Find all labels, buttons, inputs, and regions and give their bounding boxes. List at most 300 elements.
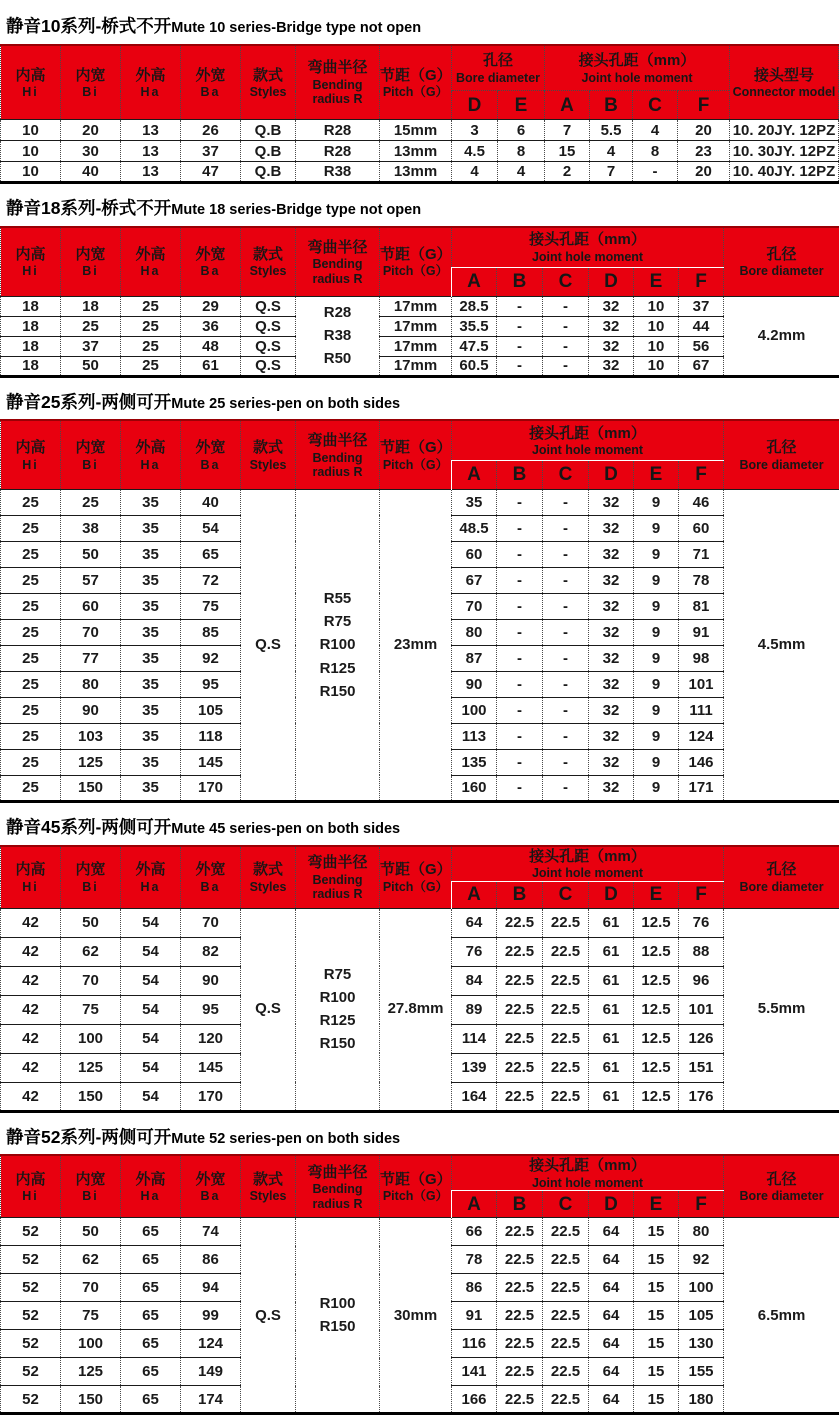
table-cell: - [543,541,589,567]
subcolumn-header-f: F [679,267,724,296]
column-header-bore-diameter: 孔径 Bore diameter [724,227,839,296]
table-cell: 20 [61,120,121,141]
column-header-bending-radius: 弯曲半径 Bending radius R [296,846,380,908]
subcolumn-header-f: F [678,91,730,120]
table-cell: 95 [181,671,241,697]
table-cell: 15 [634,1302,679,1330]
table-cell: 80 [452,619,497,645]
table-cell: 75 [61,1302,121,1330]
table-cell: - [543,489,589,515]
table-cell: 65 [121,1302,181,1330]
table-cell: - [497,336,543,356]
table-cell: - [497,356,543,376]
table-cell: 114 [452,1024,497,1053]
table-cell: 18 [1,316,61,336]
table-cell: 9 [634,723,679,749]
table-cell: 116 [452,1330,497,1358]
table-title-zh: 静音18系列-桥式不开 [6,198,171,218]
table-cell: 124 [679,723,724,749]
table-cell: 26 [181,120,241,141]
table-cell: 67 [679,356,724,376]
column-header-bending-radius: 弯曲半径 Bending radius R [296,45,380,120]
table-row [1,336,839,356]
subcolumn-header-d: D [589,460,634,489]
table-cell: 155 [679,1358,724,1386]
table-cell: 60.5 [452,356,497,376]
table-cell: 10 [634,296,679,316]
subcolumn-header-f: F [679,460,724,489]
table-cell: 52 [1,1302,61,1330]
table-cell: 10. 20JY. 12PZ [730,120,839,141]
table-cell: 12.5 [634,908,679,937]
table-cell: 75 [181,593,241,619]
table-cell: - [497,775,543,801]
table-row [1,120,839,141]
table-cell: 22.5 [497,1024,543,1053]
table-cell: - [497,296,543,316]
subcolumn-header-b: B [497,460,543,489]
table-title-zh: 静音45系列-两侧可开 [6,817,171,837]
table-cell: 15 [634,1218,679,1246]
subcolumn-header-c: C [633,91,678,120]
column-header-bore-diameter: 孔径 Bore diameter [724,420,839,489]
table-cell: 18 [1,296,61,316]
table-cell: - [543,723,589,749]
column-header-ha: 外高 Ha [121,227,181,296]
table-cell: 10 [634,356,679,376]
table-row [1,489,839,515]
table-cell: 57 [61,567,121,593]
subcolumn-header-d: D [452,91,498,120]
table-cell: 146 [679,749,724,775]
table-cell: 15 [634,1246,679,1274]
table-title-en: Mute 25 series-pen on both sides [171,396,400,412]
table-cell: 40 [181,489,241,515]
series-mute45 [0,812,839,1113]
table-cell: 38 [61,515,121,541]
column-header-bore-diameter: 孔径 Bore diameter [724,846,839,908]
table-cell: 46 [679,489,724,515]
table-cell: 32 [589,336,634,356]
series-mute18 [0,193,839,377]
table-cell: 25 [1,567,61,593]
column-header-ha: 外高 Ha [121,1155,181,1217]
table-cell: 22.5 [497,1218,543,1246]
radius-merged-cell: R28 R38 R50 [296,296,380,376]
table-cell: 101 [679,995,724,1024]
subcolumn-header-a: A [452,460,497,489]
table-cell: 17mm [380,296,452,316]
table-cell: 15 [634,1274,679,1302]
table-cell: 60 [679,515,724,541]
table-cell: 76 [452,937,497,966]
table-cell: 10 [1,120,61,141]
table-cell: 118 [181,723,241,749]
table-cell: 22.5 [497,1082,543,1111]
table-cell: R28 [296,141,380,162]
table-cell: 176 [679,1082,724,1111]
table-cell: 64 [589,1218,634,1246]
table-title-en: Mute 18 series-Bridge type not open [171,202,421,218]
table-cell: 9 [634,541,679,567]
table-cell: 44 [679,316,724,336]
table-title-zh: 静音52系列-两侧可开 [6,1127,171,1147]
table-cell: 52 [1,1274,61,1302]
subcolumn-header-a: A [452,267,497,296]
table-cell: 170 [181,1082,241,1111]
table-cell: 61 [589,937,634,966]
table-cell: 151 [679,1053,724,1082]
table-cell: 70 [61,966,121,995]
table-cell: 90 [181,966,241,995]
table-cell: 61 [589,966,634,995]
table-cell: 78 [679,567,724,593]
table-cell: 8 [633,141,678,162]
table-cell: 65 [181,541,241,567]
table-cell: 12.5 [634,937,679,966]
table-cell: 100 [61,1024,121,1053]
table-cell: - [497,723,543,749]
table-cell: 65 [121,1274,181,1302]
table-title-en: Mute 45 series-pen on both sides [171,821,400,837]
bore-merged-cell: 6.5mm [724,1218,839,1414]
table-cell: 64 [589,1246,634,1274]
table-cell: 85 [181,619,241,645]
table-cell: 9 [634,489,679,515]
table-cell: 145 [181,1053,241,1082]
table-cell: 35 [121,515,181,541]
column-header-ba: 外宽 Ba [181,45,241,120]
table-cell: 54 [121,966,181,995]
table-cell: 52 [1,1358,61,1386]
table-cell: 22.5 [497,1330,543,1358]
table-cell: 54 [121,995,181,1024]
table-title [6,1122,839,1151]
table-cell: 54 [121,937,181,966]
subcolumn-header-f: F [679,881,724,908]
pitch-merged-cell: 27.8mm [380,908,452,1111]
table-cell: 150 [61,775,121,801]
bore-merged-cell: 4.2mm [724,296,839,376]
table-cell: 60 [452,541,497,567]
table-cell: 91 [679,619,724,645]
subcolumn-header-b: B [497,1191,543,1218]
table-cell: 25 [1,723,61,749]
table-cell: - [543,749,589,775]
table-cell: 67 [452,567,497,593]
table-cell: 91 [452,1302,497,1330]
table-cell: 75 [61,995,121,1024]
table-cell: 47 [181,162,241,183]
table-cell: 32 [589,515,634,541]
table-cell: - [497,489,543,515]
table-cell: 77 [61,645,121,671]
table-cell: 12.5 [634,1024,679,1053]
table-cell: 149 [181,1358,241,1386]
table-cell: 22.5 [543,1274,589,1302]
table-cell: 23 [678,141,730,162]
subcolumn-header-d: D [589,1191,634,1218]
table-cell: 35 [121,645,181,671]
table-cell: 9 [634,775,679,801]
table-cell: 61 [589,1024,634,1053]
column-header-bending-radius: 弯曲半径 Bending radius R [296,1155,380,1217]
subcolumn-header-a: A [452,1191,497,1218]
subcolumn-header-e: E [634,1191,679,1218]
table-cell: 52 [1,1386,61,1414]
table-cell: 25 [1,489,61,515]
column-header-ba: 外宽 Ba [181,846,241,908]
table-cell: 35 [121,775,181,801]
table-cell: 2 [545,162,590,183]
table-cell: 96 [679,966,724,995]
subcolumn-header-c: C [543,267,589,296]
spec-table-mute52 [0,1154,839,1415]
table-cell: 50 [61,908,121,937]
series-mute10 [0,11,839,184]
table-cell: 42 [1,1053,61,1082]
group-header-joint-hole-moment: 接头孔距（mm） Joint hole moment [452,846,724,881]
column-header-bi: 内宽 Bi [61,1155,121,1217]
column-header-bi: 内宽 Bi [61,45,121,120]
table-cell: 15 [634,1358,679,1386]
subcolumn-header-e: E [634,460,679,489]
table-cell: 35 [121,749,181,775]
table-cell: 126 [679,1024,724,1053]
table-cell: 22.5 [497,966,543,995]
column-header-pitch: 节距（G） Pitch（G） [380,1155,452,1217]
table-cell: 74 [181,1218,241,1246]
table-cell: 64 [452,908,497,937]
table-cell: 64 [589,1274,634,1302]
table-cell: 25 [1,515,61,541]
table-cell: 52 [1,1246,61,1274]
radius-merged-cell: R100 R150 [296,1218,380,1414]
table-cell: - [543,671,589,697]
styles-merged-cell: Q.S [241,908,296,1111]
table-cell: 22.5 [497,1386,543,1414]
spec-table-mute45 [0,845,839,1113]
series-mute52 [0,1122,839,1415]
table-cell: - [497,593,543,619]
table-cell: 18 [61,296,121,316]
table-cell: 25 [121,356,181,376]
table-cell: 22.5 [497,1274,543,1302]
table-cell: 13 [121,120,181,141]
table-cell: 80 [61,671,121,697]
table-cell: 54 [181,515,241,541]
table-cell: 5.5 [590,120,633,141]
table-cell: 105 [181,697,241,723]
table-cell: 101 [679,671,724,697]
table-cell: 22.5 [543,966,589,995]
table-cell: 22.5 [497,995,543,1024]
table-cell: 61 [589,1082,634,1111]
column-header-pitch: 节距（G） Pitch（G） [380,45,452,120]
table-cell: 12.5 [634,966,679,995]
table-cell: 130 [679,1330,724,1358]
table-cell: 90 [452,671,497,697]
table-cell: 25 [1,645,61,671]
table-cell: 15 [545,141,590,162]
table-cell: 22.5 [543,1330,589,1358]
column-header-pitch: 节距（G） Pitch（G） [380,227,452,296]
bore-merged-cell: 4.5mm [724,489,839,801]
table-cell: 25 [1,541,61,567]
table-cell: 35.5 [452,316,497,336]
table-cell: 89 [452,995,497,1024]
table-cell: 95 [181,995,241,1024]
column-header-ha: 外高 Ha [121,420,181,489]
table-cell: 9 [634,619,679,645]
table-cell: 32 [589,645,634,671]
table-cell: 113 [452,723,497,749]
table-cell: 50 [61,541,121,567]
column-header-ha: 外高 Ha [121,846,181,908]
table-row [1,296,839,316]
table-cell: 90 [61,697,121,723]
table-row [1,1218,839,1246]
table-cell: 25 [1,619,61,645]
table-cell: 35 [121,489,181,515]
table-cell: 135 [452,749,497,775]
table-cell: 164 [452,1082,497,1111]
table-cell: 22.5 [543,1302,589,1330]
table-cell: 50 [61,1218,121,1246]
table-cell: 42 [1,937,61,966]
table-cell: 25 [121,336,181,356]
table-cell: 22.5 [543,1358,589,1386]
table-cell: 64 [589,1386,634,1414]
table-cell: - [497,749,543,775]
table-cell: 66 [452,1218,497,1246]
table-cell: 35 [121,619,181,645]
table-cell: 40 [61,162,121,183]
table-cell: - [497,671,543,697]
table-cell: 30 [61,141,121,162]
subcolumn-header-c: C [543,460,589,489]
table-cell: 22.5 [497,1246,543,1274]
table-cell: 25 [1,775,61,801]
table-cell: 7 [545,120,590,141]
table-cell: 15 [634,1386,679,1414]
table-cell: 22.5 [497,937,543,966]
table-cell: - [543,316,589,336]
column-header-pitch: 节距（G） Pitch（G） [380,420,452,489]
subcolumn-header-d: D [589,881,634,908]
table-cell: 4 [590,141,633,162]
subcolumn-header-c: C [543,881,589,908]
table-cell: 92 [181,645,241,671]
table-cell: Q.B [241,162,296,183]
group-header-joint-hole-moment: 接头孔距（mm） Joint hole moment [452,420,724,460]
table-cell: 22.5 [497,908,543,937]
table-cell: 32 [589,541,634,567]
group-header-joint-hole-moment: 接头孔距（mm） Joint hole moment [545,45,730,91]
table-cell: - [497,645,543,671]
column-header-bi: 内宽 Bi [61,420,121,489]
table-cell: 22.5 [543,1082,589,1111]
table-row [1,316,839,336]
table-cell: 42 [1,1082,61,1111]
table-cell: 52 [1,1330,61,1358]
column-header-hi: 内高 Hi [1,420,61,489]
table-cell: 35 [121,567,181,593]
table-cell: 22.5 [497,1053,543,1082]
table-cell: 70 [452,593,497,619]
table-cell: 125 [61,749,121,775]
table-cell: 76 [679,908,724,937]
table-cell: Q.S [241,336,296,356]
table-cell: 22.5 [543,908,589,937]
subcolumn-header-f: F [679,1191,724,1218]
table-cell: 12.5 [634,1053,679,1082]
table-cell: - [497,567,543,593]
table-cell: - [543,567,589,593]
table-cell: 61 [589,1053,634,1082]
subcolumn-header-e: E [634,267,679,296]
group-header-bore-diameter: 孔径 Bore diameter [452,45,545,91]
table-cell: 4 [633,120,678,141]
table-cell: 42 [1,966,61,995]
column-header-styles: 款式 Styles [241,1155,296,1217]
table-cell: 17mm [380,336,452,356]
table-cell: 18 [1,336,61,356]
group-header-joint-hole-moment: 接头孔距（mm） Joint hole moment [452,227,724,267]
table-cell: - [497,316,543,336]
subcolumn-header-b: B [497,881,543,908]
table-cell: 22.5 [543,1218,589,1246]
table-cell: 86 [452,1274,497,1302]
table-cell: 15mm [380,120,452,141]
table-cell: 6 [498,120,545,141]
table-cell: 65 [121,1246,181,1274]
table-cell: 35 [121,671,181,697]
table-cell: - [543,619,589,645]
column-header-ba: 外宽 Ba [181,1155,241,1217]
table-cell: 3 [452,120,498,141]
table-cell: 35 [121,541,181,567]
table-cell: 81 [679,593,724,619]
table-cell: 9 [634,567,679,593]
table-cell: - [543,645,589,671]
table-cell: 105 [679,1302,724,1330]
table-cell: 111 [679,697,724,723]
radius-merged-cell: R75 R100 R125 R150 [296,908,380,1111]
table-cell: 62 [61,1246,121,1274]
column-header-ba: 外宽 Ba [181,227,241,296]
table-cell: 15 [634,1330,679,1358]
table-cell: 42 [1,995,61,1024]
table-title-en: Mute 10 series-Bridge type not open [171,20,421,36]
subcolumn-header-d: D [589,267,634,296]
subcolumn-header-a: A [452,881,497,908]
table-cell: 35 [452,489,497,515]
table-cell: 32 [589,356,634,376]
table-cell: 7 [590,162,633,183]
table-cell: 22.5 [497,1358,543,1386]
table-cell: 32 [589,775,634,801]
table-cell: 17mm [380,356,452,376]
table-cell: 94 [181,1274,241,1302]
table-cell: - [497,619,543,645]
table-cell: 37 [61,336,121,356]
table-cell: 61 [589,908,634,937]
table-cell: 82 [181,937,241,966]
table-cell: 60 [61,593,121,619]
table-title [6,11,839,40]
table-cell: 37 [181,141,241,162]
